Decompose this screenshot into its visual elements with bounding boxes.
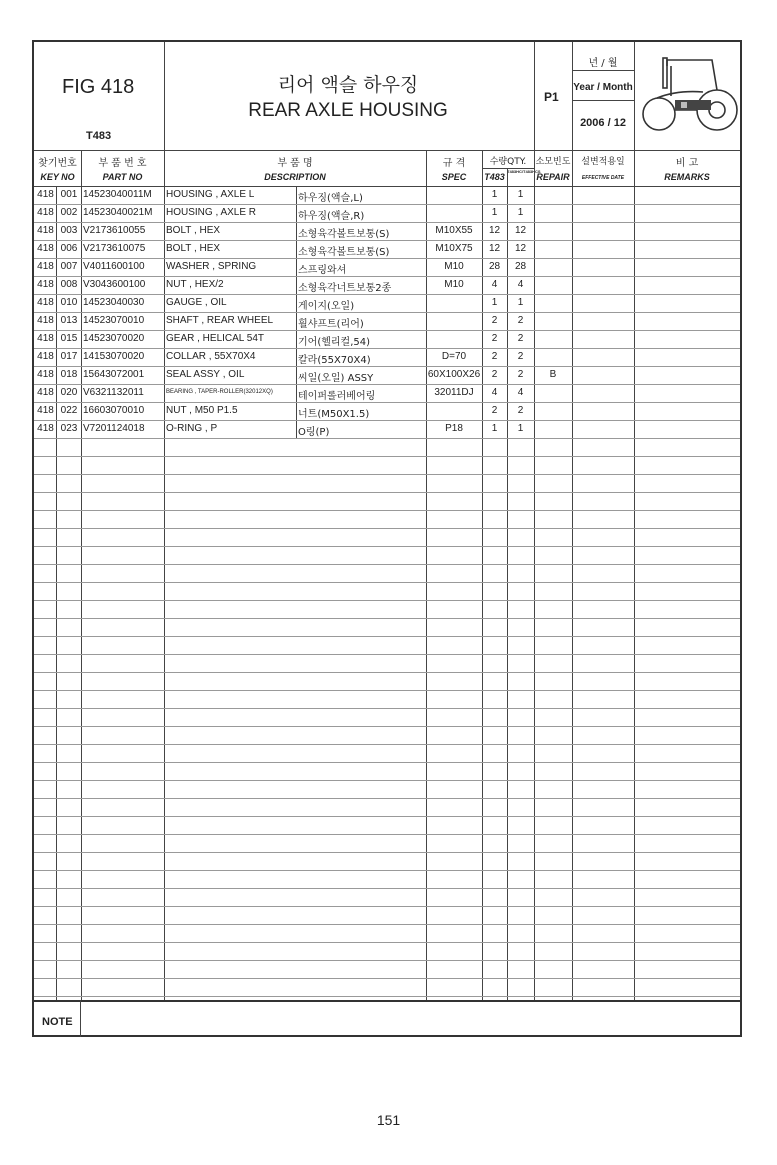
cell-part: V4011600100 xyxy=(83,261,145,272)
cell-key: 023 xyxy=(60,423,78,434)
cell-part: V7201124018 xyxy=(83,423,145,434)
cell-q1: 4 xyxy=(491,387,498,398)
cell-desc_en: NUT , M50 P1.5 xyxy=(166,405,238,416)
tractor-icon xyxy=(637,56,739,136)
cell-desc_en: HOUSING , AXLE R xyxy=(166,207,257,218)
cell-q2: 1 xyxy=(517,297,524,308)
cell-q2: 2 xyxy=(517,315,524,326)
cell-q2: 2 xyxy=(517,405,524,416)
cell-part: V2173610055 xyxy=(83,225,146,236)
cell-desc_ko: 스프링와셔 xyxy=(298,265,347,276)
cell-desc_en: WASHER , SPRING xyxy=(166,261,257,272)
cell-fig: 418 xyxy=(37,405,54,416)
cell-q1: 4 xyxy=(491,279,498,290)
note-label: NOTE xyxy=(42,1016,73,1028)
year-month-label-en: Year / Month xyxy=(573,82,633,93)
cell-spec: 60X100X26 xyxy=(427,369,481,380)
cell-key: 022 xyxy=(60,405,78,416)
cell-q1: 1 xyxy=(491,423,498,434)
cell-desc_ko: 기어(헬리컬,54) xyxy=(298,337,371,348)
cell-fig: 418 xyxy=(37,351,54,362)
cell-part: 14523040030 xyxy=(83,297,145,308)
page-number: 151 xyxy=(376,1112,401,1128)
cell-key: 017 xyxy=(60,351,78,362)
cell-desc_ko: O링(P) xyxy=(298,427,330,438)
cell-part: 14153070020 xyxy=(83,351,145,362)
cell-q1: 2 xyxy=(491,405,498,416)
cell-part: V2173610075 xyxy=(83,243,146,254)
cell-spec: 32011DJ xyxy=(434,387,474,398)
cell-fig: 418 xyxy=(37,297,54,308)
cell-q1: 1 xyxy=(491,297,498,308)
cell-desc_en: O-RING , P xyxy=(166,423,218,434)
cell-q2: 2 xyxy=(517,351,524,362)
cell-desc_en: BOLT , HEX xyxy=(166,243,221,254)
year-month-value: 2006 / 12 xyxy=(580,117,626,129)
cell-q2: 28 xyxy=(514,261,527,272)
cell-q1: 1 xyxy=(491,207,498,218)
cell-q1: 2 xyxy=(491,315,498,326)
cell-desc_en: SHAFT , REAR WHEEL xyxy=(166,315,274,326)
cell-spec: M10X75 xyxy=(435,243,473,254)
cell-desc_ko: 소형육각볼트보통(S) xyxy=(298,229,390,240)
cell-key: 006 xyxy=(60,243,78,254)
cell-key: 002 xyxy=(60,207,78,218)
cell-q1: 28 xyxy=(488,261,501,272)
cell-part: 14523070020 xyxy=(83,333,145,344)
cell-repair: B xyxy=(549,369,557,380)
title-korean: 리어 액슬 하우징 xyxy=(277,74,419,96)
cell-desc_ko: 테이퍼롤러베어링 xyxy=(298,391,376,402)
cell-fig: 418 xyxy=(37,315,54,326)
cell-q2: 12 xyxy=(514,243,527,254)
cell-desc_ko: 소형육각너트보통2종 xyxy=(298,283,392,294)
cell-part: 14523040011M xyxy=(83,189,152,200)
cell-spec: M10 xyxy=(444,261,464,272)
cell-desc_en: HOUSING , AXLE L xyxy=(166,189,255,200)
cell-spec: D=70 xyxy=(441,351,467,362)
cell-q1: 2 xyxy=(491,333,498,344)
cell-spec: M10 xyxy=(444,279,464,290)
cell-key: 020 xyxy=(60,387,78,398)
cell-q1: 12 xyxy=(488,225,501,236)
cell-part: 16603070010 xyxy=(83,405,145,416)
cell-q2: 2 xyxy=(517,369,524,380)
cell-desc_en: GAUGE , OIL xyxy=(166,297,227,308)
cell-fig: 418 xyxy=(37,189,54,200)
cell-key: 008 xyxy=(60,279,78,290)
cell-fig: 418 xyxy=(37,369,54,380)
page-code: P1 xyxy=(544,90,559,104)
cell-part: V6321132011 xyxy=(83,387,144,398)
cell-q1: 2 xyxy=(491,369,498,380)
parts-sheet: FIG 418 T483 리어 액슬 하우징 REAR AXLE HOUSING P1 년 / 월 Year / Month 2006 / 12 찾기번호 KEY NO 부 품 번 호 PART NO 부 품 명 DESCRIPTION 규 격 SPEC 수량QTY. T483 T483HC/T483HCS 소모빈도 REPAIR 설변적용일 EFFECTIVE DATE 비 고 REMARKS 418 001 14523040011M HOUSING , AXLE L 하우징(액슬,L) 1 1 418 002 14523040021M HOUSING , AXLE R 하우징(액슬,R) 1 1 418 003 V2173610055 BOLT , HEX 소형육각볼트보통(S) M10X55 12 12 418 006 V2173610075 BOLT , HEX 소형육각볼트보통(S) M10X75 12 12 418 007 V4011600100 WASHER , SPRING 스프링와셔 M10 28 28 418 008 V3043600100 NUT , HEX/2 소형육각너트보통2종 M10 4 4 418 010 14523040030 GAUGE , OIL 게이지(오일) 1 1 418 013 14523070010 SHAFT , REAR WHEEL 휠샤프트(리어) 2 2 418 015 14523070020 GEAR , HELICAL 54T 기어(헬리컬,54) 2 2 418 017 14153070020 COLLAR , 55X70X4 칼라(55X70X4) D=70 2 2 418 018 15643072001 SEAL ASSY , OIL 씨일(오일) ASSY 60X100X26 2 2 B 418 020 V6321132011 BEARING , TAPER-ROLLER(32012XQ) 테이퍼롤러베어링 32011DJ 4 4 418 022 16603070010 NUT , M50 P1.5 너트(M50X1.5) 2 2 418 023 V7201124018 O-RING , P O링(P) P18 1 1 NOTE xyxy=(32,40,742,1037)
cell-fig: 418 xyxy=(37,423,54,434)
cell-desc_ko: 휠샤프트(리어) xyxy=(298,319,364,330)
cell-spec: M10X55 xyxy=(435,225,473,236)
cell-q2: 4 xyxy=(517,279,524,290)
cell-key: 013 xyxy=(60,315,78,326)
header-divider xyxy=(34,150,534,151)
cell-q1: 1 xyxy=(491,189,498,200)
cell-desc_en: BEARING , TAPER-ROLLER(32012XQ) xyxy=(166,389,273,395)
title-english: REAR AXLE HOUSING xyxy=(248,100,448,121)
cell-fig: 418 xyxy=(37,243,54,254)
cell-q2: 12 xyxy=(514,225,527,236)
cell-q1: 12 xyxy=(488,243,501,254)
model-code: T483 xyxy=(86,130,112,142)
cell-fig: 418 xyxy=(37,261,54,272)
cell-desc_ko: 칼라(55X70X4) xyxy=(298,355,371,366)
cell-q2: 4 xyxy=(517,387,524,398)
cell-desc_en: GEAR , HELICAL 54T xyxy=(166,333,264,344)
cell-part: 14523040021M xyxy=(83,207,153,218)
cell-fig: 418 xyxy=(37,207,54,218)
cell-part: 15643072001 xyxy=(83,369,145,380)
cell-key: 003 xyxy=(60,225,78,236)
cell-key: 010 xyxy=(60,297,78,308)
year-month-label-ko: 년 / 월 xyxy=(588,58,618,69)
cell-desc_en: COLLAR , 55X70X4 xyxy=(166,351,256,362)
cell-key: 018 xyxy=(60,369,78,380)
cell-desc_ko: 소형육각볼트보통(S) xyxy=(298,247,390,258)
cell-fig: 418 xyxy=(37,225,54,236)
figure-number: FIG 418 xyxy=(62,76,135,98)
cell-q2: 1 xyxy=(517,423,524,434)
cell-desc_ko: 씨일(오일) ASSY xyxy=(298,373,374,384)
cell-desc_ko: 게이지(오일) xyxy=(298,301,355,312)
cell-fig: 418 xyxy=(37,387,54,398)
cell-q1: 2 xyxy=(491,351,498,362)
cell-desc_ko: 하우징(액슬,R) xyxy=(298,211,365,222)
cell-key: 015 xyxy=(60,333,78,344)
cell-fig: 418 xyxy=(37,333,54,344)
cell-fig: 418 xyxy=(37,279,54,290)
cell-q2: 1 xyxy=(517,207,524,218)
cell-q2: 2 xyxy=(517,333,524,344)
cell-part: V3043600100 xyxy=(83,279,146,290)
cell-q2: 1 xyxy=(517,189,524,200)
cell-desc_en: NUT , HEX/2 xyxy=(166,279,224,290)
cell-desc_en: BOLT , HEX xyxy=(166,225,221,236)
cell-spec: P18 xyxy=(445,423,463,434)
cell-desc_ko: 너트(M50X1.5) xyxy=(298,409,370,420)
cell-part: 14523070010 xyxy=(83,315,145,326)
cell-desc_ko: 하우징(액슬,L) xyxy=(298,193,363,204)
cell-key: 007 xyxy=(60,261,78,272)
cell-key: 001 xyxy=(60,189,78,200)
cell-desc_en: SEAL ASSY , OIL xyxy=(166,369,245,380)
